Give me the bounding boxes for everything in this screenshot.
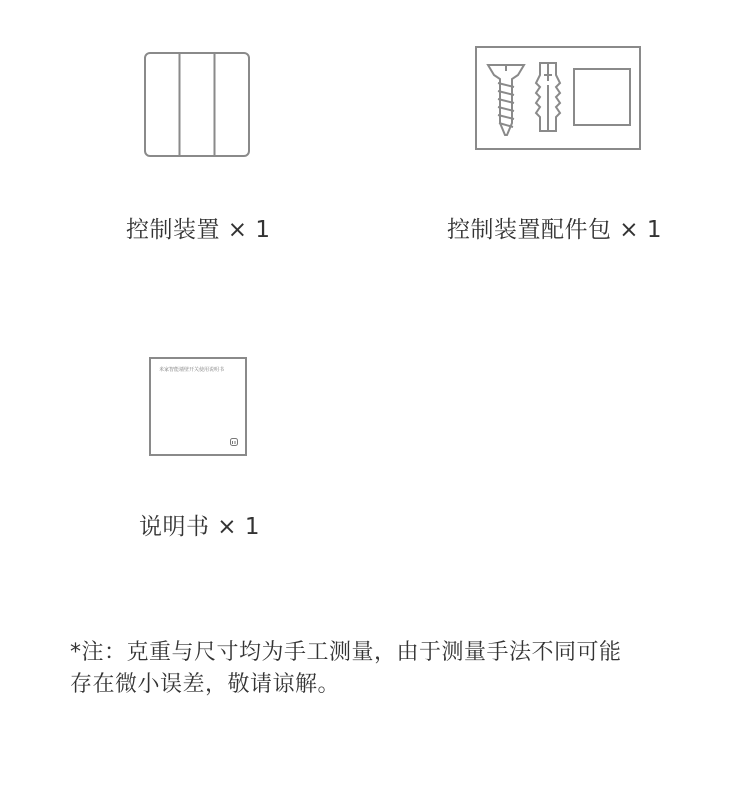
- wall-anchor-icon: [536, 63, 560, 131]
- disclaimer-line-2: 存在微小误差，敬请谅解。: [70, 672, 341, 697]
- disclaimer-line-1: *注：克重与尺寸均为手工测量，由于测量手法不同可能: [70, 640, 622, 665]
- item-caption-accessory-kit: 控制装置配件包 × 1: [447, 217, 663, 243]
- disclaimer-note: [70, 637, 690, 701]
- item-caption-control-device: 控制装置 × 1: [126, 217, 271, 243]
- manual-icon: [149, 357, 247, 456]
- item-caption-manual: 说明书 × 1: [139, 514, 261, 540]
- manual-cover-text: 米家智能墙壁开关使用说明书: [159, 367, 225, 373]
- accessory-kit-icon: [474, 45, 642, 151]
- adhesive-pad-icon: [574, 69, 630, 125]
- brand-logo-icon: [230, 438, 238, 446]
- switch-panel-icon: [143, 51, 251, 158]
